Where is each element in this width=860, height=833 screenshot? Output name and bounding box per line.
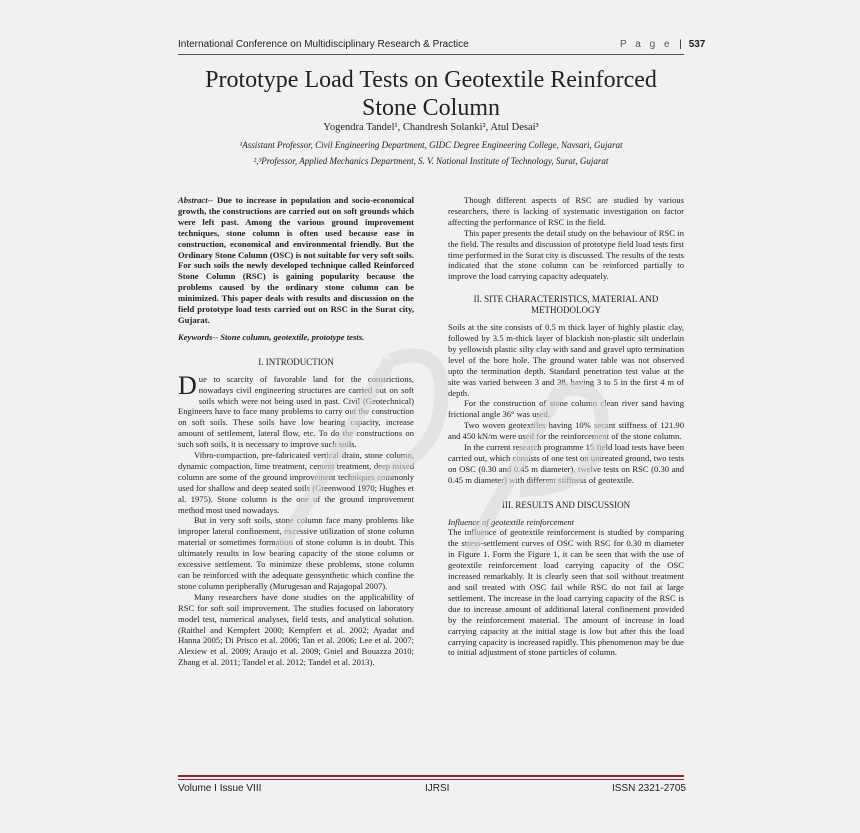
- paper-title: [178, 66, 684, 122]
- abstract: [178, 195, 414, 326]
- site-heading: II. SITE CHARACTERISTICS, MATERIAL AND METHODOLOGY: [473, 294, 659, 316]
- page-header: [620, 39, 705, 50]
- drop-cap: D: [178, 370, 197, 400]
- authors: Yogendra Tandel¹, Chandresh Solanki², Atul Desai³: [323, 122, 539, 133]
- header-rule: [178, 54, 684, 55]
- intro-heading: I. INTRODUCTION: [258, 356, 334, 367]
- abstract-text: Due to increase in population and socio-economical growth, the constructions are carried out on soft grounds which were left past. Among the various ground improvement techniques, stone column is often used because ease in construction, economical and environmental friendly. But the Ordinary Stone Column (OSC) is not suitable for very soft soils. For such soils the newly developed technique called Reinforced Stone Column (RSC) is gaining popularity because the problems caused by the ordinary stone column can be minimized. This paper deals with results and discussion on the field prototype load tests carried out on RSC in the Surat city, Gujarat.: [178, 195, 414, 325]
- footer-rule-thick: [178, 775, 684, 777]
- header-separator: |: [679, 39, 682, 50]
- site-paragraph-2: For the construction of stone column clean river sand having frictional angle 36° was used.: [448, 398, 684, 420]
- footer-rule-thin: [178, 779, 684, 780]
- affiliation-1: ¹Assistant Professor, Civil Engineering Department, GIDC Degree Engineering College, Navsari, Gujarat: [239, 140, 623, 150]
- keywords: Keywords-- Stone column, geotextile, prototype tests.: [178, 331, 365, 342]
- site-paragraph-1: Soils at the site consists of 0.5 m thick layer of highly plastic clay, followed by 3.5 m-thick layer of blackish non-plastic silt underlain by yellowish plastic silty clay with sand and gravel upto termination level of the bore hole. The ground water table was not observed upto the termination depth. Standard penetration test value at the site was varied between 3 and 38, having 3 to 5 in the first 4 m of depth.: [448, 322, 684, 398]
- site-paragraph-3: Two woven geotextiles having 10% secant stiffness of 121.90 and 450 kN/m were used for the reinforcement of the stone column.: [448, 420, 684, 442]
- title-line-2: Stone Column: [361, 95, 500, 121]
- page-number: 537: [688, 39, 706, 50]
- intro-paragraph-3: But in very soft soils, stone column face many problems like improper lateral confinement, excessive utilization of stone column material or sometimes formation of stone column is in doubt. This ultimately results in low bearing capacity of the stone column or excessive settlement. To minimize these problems, stone column can be reinforced with the adequate geosynthetic which confine the stone column peripherally (Murugesan and Rajagopal 2007).: [178, 515, 414, 591]
- results-heading: III. RESULTS AND DISCUSSION: [501, 499, 631, 510]
- footer-volume: Volume I Issue VIII: [178, 783, 262, 794]
- right-paragraph-1: Though different aspects of RSC are studied by various researchers, there is lacking of systematic investigation on factor affecting the performance of RSC in the field.: [448, 195, 684, 227]
- site-paragraph-4: In the current research programme 15 field load tests have been carried out, which consists of one test on untreated ground, two tests on OSC (0.30 and 0.45 m diameter), twelve tests on RSC (0.30 and 0.45 m diameter) with different stiffness of geotextile.: [448, 442, 684, 485]
- intro-paragraph-2: Vibro-compaction, pre-fabricated vertical drain, stone column, dynamic compaction, lime treatment, cement treatment, deep mixed column are some of the ground improvement techniques commonly used for shallow and deep seated soils (Greenwood 1970; Hughes et al. 1975). Stone column is the one of the ground improvement method most used nowadays.: [178, 450, 414, 515]
- conference-header: International Conference on Multidisciplinary Research & Practice: [178, 39, 469, 50]
- intro-paragraph-4: Many researchers have done studies on the applicability of RSC for soft soil improvement. The studies focused on laboratory model test, numerical analyses, field tests, and analytical solution. (Raithel and Kempfert 2000; Kempfert et al. 2002; Ayadat and Hanna 2005; Di Prisco et al. 2006; Tan et al. 2006; Lee et al. 2007; Alexiew et al. 2009; Araujo et al. 2009; Gniel and Bouazza 2010; Zhang et al. 2011; Tandel et al. 2012; Tandel et al. 2013).: [178, 591, 414, 668]
- right-paragraph-2: This paper presents the detail study on the behaviour of RSC in the field. The results and discussion of prototype field load tests first time performed in the Surat city is discussed. The results of the tests indicated that the stone column can be reinforced partially to improve the load carrying capacity adequately.: [448, 227, 684, 282]
- left-column: [178, 195, 414, 668]
- results-paragraph-1: The influence of geotextile reinforcement is studied by comparing the stress-settlement curves of OSC with RSC for 0.30 m diameter in Figure 1. Form the Figure 1, it can be seen that with the use of geotextile reinforcement load carrying capacity of the OSC increased remarkably. It is clearly seen that soil without treatment and soil treated with OSC fail while RSC do not fail at large settlement. The increase in the load carrying capacity of the RSC is due to increase amount of additional lateral confinement provided by the reinforcement material. The amount of increase in load carrying capacity at the initial stage is low but after this the load carrying capacity is increased rapidly. This phenomenon may be due to initial adjustment of stone particles of column.: [448, 527, 684, 658]
- page-label: P a g e: [620, 39, 673, 50]
- abstract-label: Abstract--: [178, 195, 214, 205]
- results-subheading: Influence of geotextile reinforcement: [448, 516, 575, 527]
- intro-paragraph-1: Due to scarcity of favorable land for the constrictions, nowadays civil engineering structures are carried out on soft soils which were not being used in past. Civil (Geotechnical) Engineers have to face many problems to carry out the construction on soft soils. These soils have low bearing capacity, increase amount of settlement, lateral flow, etc. To do the constructions on such soft soils, it is necessary to improve such soils.: [178, 370, 414, 450]
- footer-issn: ISSN 2321-2705: [612, 783, 686, 794]
- affiliation-2: ²,³Professor, Applied Mechanics Department, S. V. National Institute of Technology, Surat, Gujarat: [253, 156, 609, 166]
- right-column: [448, 195, 684, 658]
- title-line-1: Prototype Load Tests on Geotextile Reinforced: [205, 67, 657, 93]
- footer-journal: IJRSI: [425, 783, 450, 794]
